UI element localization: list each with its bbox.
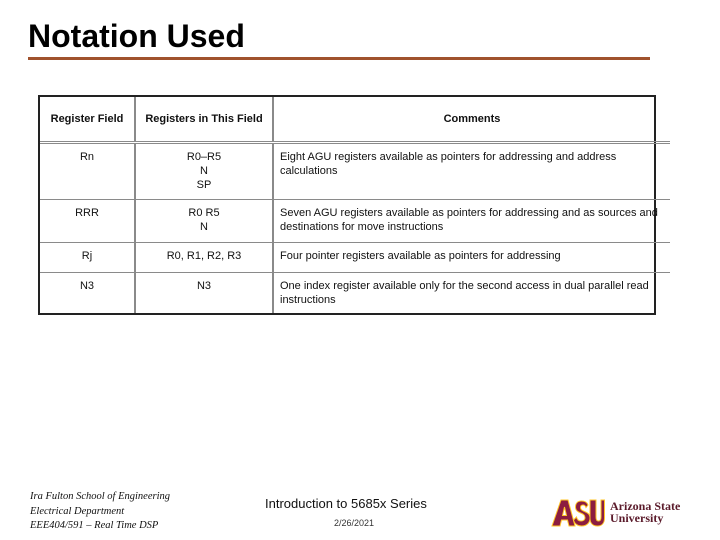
register-name: R0–R5 (186, 151, 222, 163)
register-name: R0, R1, R2, R3 (166, 250, 242, 262)
footer-course-code-line: EEE404/591 – Real Time DSP (30, 520, 159, 531)
cell-register-field: Rn (40, 143, 135, 200)
asu-monogram-icon (551, 499, 605, 527)
header-comments: Comments (273, 97, 670, 143)
register-name: N (200, 165, 208, 177)
cell-comment: Seven AGU registers available as pointers for addressing and as sources and destinations for move instructions (273, 200, 670, 243)
table-row (40, 273, 670, 314)
footer-department-line: Electrical Department (30, 505, 125, 517)
cell-registers (135, 200, 273, 243)
logo-text-line: Arizona State (610, 499, 681, 513)
slide-title: Notation Used (28, 18, 245, 54)
cell-registers (135, 243, 273, 273)
footer-school-line: Ira Fulton School of Engineering (30, 491, 170, 502)
cell-registers (135, 143, 273, 200)
footer-school-info (30, 490, 170, 534)
title-underline (28, 57, 650, 60)
footer-date: 2/26/2021 (334, 518, 375, 528)
cell-register-field: Rj (40, 243, 135, 273)
cell-register-field: N3 (40, 273, 135, 314)
register-name: N (200, 221, 208, 233)
register-notation-table (40, 97, 670, 313)
table-row (40, 143, 670, 200)
cell-register-field: RRR (40, 200, 135, 243)
cell-comment: Four pointer registers available as pointers for addressing (273, 243, 670, 273)
table-row (40, 200, 670, 243)
asu-logo (551, 499, 686, 527)
footer-course-title: Introduction to 5685x Series (265, 496, 427, 511)
register-name: SP (196, 179, 212, 191)
header-register-field: Register Field (40, 97, 135, 143)
cell-comment: Eight AGU registers available as pointers for addressing and address calculations (273, 143, 670, 200)
register-name: R0 R5 (188, 207, 220, 219)
cell-comment: One index register available only for the second access in dual parallel read instructions (280, 280, 649, 306)
cell-registers (135, 273, 273, 314)
asu-logo-wordmark (610, 500, 680, 524)
logo-text-line: University (610, 511, 664, 525)
register-name: N3 (196, 280, 212, 292)
table-header-row (40, 97, 670, 143)
table-row (40, 243, 670, 273)
header-registers-in-field: Registers in This Field (135, 97, 273, 143)
